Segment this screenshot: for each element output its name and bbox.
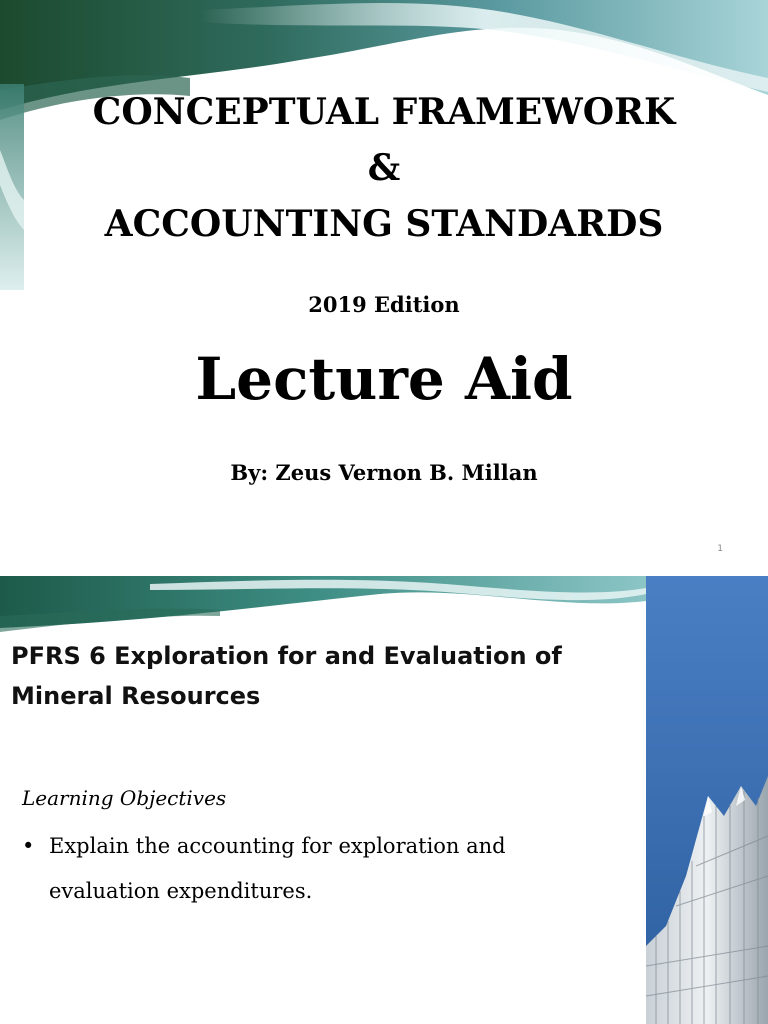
- lecture-aid-heading: Lecture Aid: [195, 345, 573, 413]
- building-photo: [646, 576, 768, 1024]
- wave-header-decoration-2: [0, 576, 646, 636]
- list-item: [22, 824, 622, 914]
- presentation-title: [24, 84, 744, 252]
- objectives-list: [22, 824, 622, 914]
- title-line-3: ACCOUNTING STANDARDS: [104, 203, 664, 245]
- title-line-1: CONCEPTUAL FRAMEWORK: [92, 91, 676, 133]
- title-line-2: &: [367, 147, 401, 189]
- building-image-icon: [646, 576, 768, 1024]
- objective-text: Explain the accounting for exploration and evaluation expenditures.: [49, 834, 506, 903]
- slide-title: PFRS 6 Exploration for and Evaluation of Mineral Resources: [11, 642, 562, 710]
- bullet-icon: •: [22, 834, 35, 858]
- learning-objectives-heading: Learning Objectives: [22, 786, 227, 810]
- edition-label: 2019 Edition: [308, 292, 460, 317]
- slide-page-number: 1: [717, 544, 723, 554]
- author-line: By: Zeus Vernon B. Millan: [230, 460, 538, 485]
- content-slide: [0, 576, 768, 1024]
